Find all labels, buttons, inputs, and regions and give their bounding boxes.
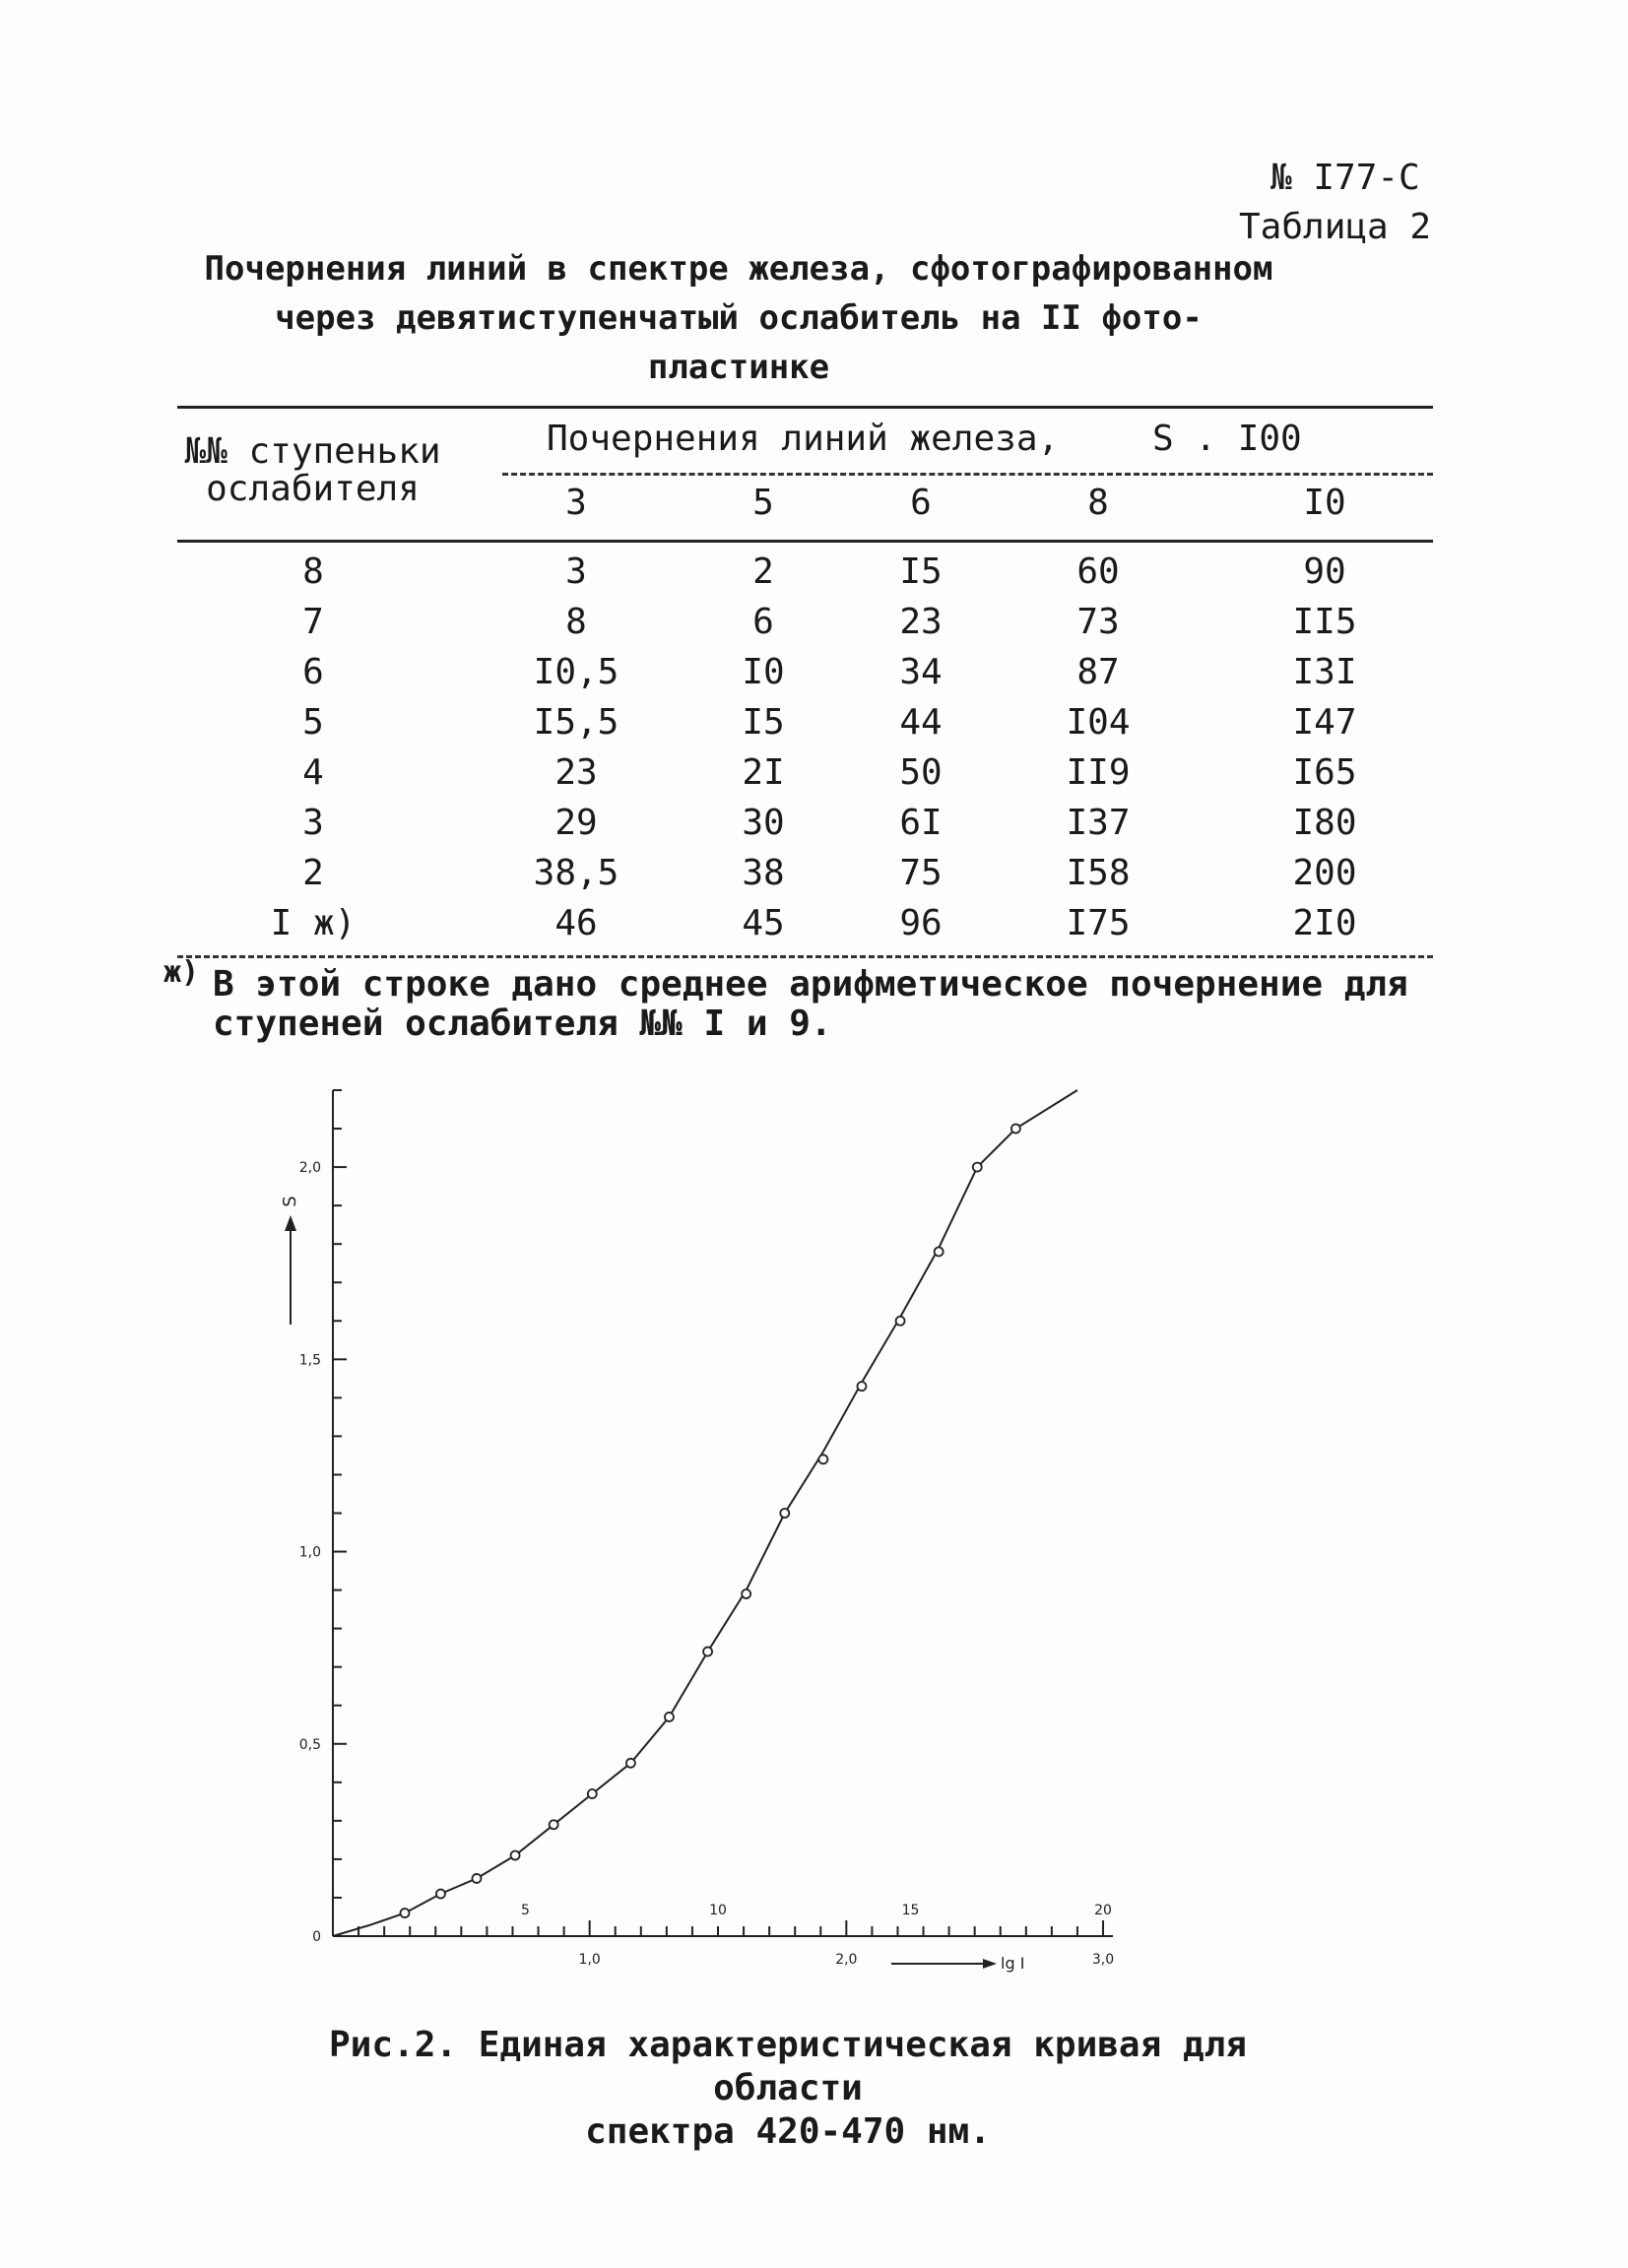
subcolumn-header: 8: [1087, 483, 1109, 523]
data-point: [973, 1163, 982, 1172]
value-cell: I5: [899, 551, 943, 592]
value-cell: 46: [554, 903, 598, 943]
data-point: [935, 1247, 944, 1256]
subcolumn-header: 6: [910, 483, 932, 523]
footnote-line-2: ступеней ослабителя №№ I и 9.: [213, 1004, 832, 1044]
value-cell: 38,5: [533, 853, 619, 893]
x-top-tick-label: 15: [901, 1903, 920, 1918]
data-point: [896, 1317, 905, 1326]
data-point: [588, 1789, 597, 1798]
data-point: [511, 1851, 520, 1860]
value-cell: 50: [899, 752, 943, 793]
subcolumn-header: 3: [565, 483, 587, 523]
data-point: [857, 1382, 866, 1391]
subcolumn-header: I0: [1303, 483, 1346, 523]
value-cell: I80: [1292, 803, 1357, 843]
data-point: [665, 1713, 674, 1721]
step-cell: 4: [302, 752, 324, 793]
value-cell: 45: [742, 903, 785, 943]
x-tick-label: 1,0: [578, 1952, 601, 1968]
characteristic-curve: [333, 1090, 1077, 1936]
col-step-header-line2: ослабителя: [206, 469, 420, 509]
value-cell: I65: [1292, 752, 1357, 793]
value-cell: I58: [1066, 853, 1131, 893]
value-cell: 30: [742, 803, 785, 843]
value-cell: 23: [899, 602, 943, 642]
y-tick-label: 0: [312, 1929, 321, 1945]
y-tick-label: 1,5: [298, 1352, 321, 1369]
value-cell: 6I: [899, 803, 943, 843]
value-cell: 200: [1292, 853, 1357, 893]
value-cell: 2I: [742, 752, 785, 793]
x-axis-label: lg I: [1001, 1954, 1025, 1973]
value-cell: 44: [899, 702, 943, 743]
value-cell: 3: [565, 551, 587, 592]
footnote-line-1: В этой строке дано среднее арифметическое почернение для: [213, 964, 1408, 1004]
x-top-tick-label: 20: [1094, 1903, 1112, 1918]
data-point: [400, 1909, 409, 1917]
value-cell: I5,5: [533, 702, 619, 743]
value-cell: 90: [1303, 551, 1346, 592]
value-cell: 75: [899, 853, 943, 893]
footnote-mark: ж): [163, 955, 200, 990]
value-cell: 2I0: [1292, 903, 1357, 943]
data-point: [780, 1509, 789, 1518]
step-cell: 8: [302, 551, 324, 592]
caption-line-2: через девятиступенчатый ослабитель на II фото-: [275, 298, 1203, 338]
step-cell: I ж): [270, 903, 357, 943]
data-point: [818, 1455, 827, 1463]
caption-line-1: Почернения линий в спектре железа, сфотографированном: [204, 249, 1273, 289]
step-cell: 6: [302, 652, 324, 692]
y-axis-arrowhead: [285, 1215, 296, 1231]
group-header: Почернения линий железа,: [547, 419, 1060, 459]
x-axis-arrowhead: [983, 1959, 997, 1969]
value-cell: II5: [1292, 602, 1357, 642]
data-point: [626, 1759, 635, 1768]
value-cell: 38: [742, 853, 785, 893]
step-cell: 2: [302, 853, 324, 893]
value-cell: I47: [1292, 702, 1357, 743]
data-point: [550, 1820, 558, 1829]
data-point: [742, 1589, 750, 1598]
x-top-tick-label: 10: [709, 1903, 727, 1918]
data-point: [436, 1890, 445, 1899]
figure-caption-line-1: Рис.2. Единая характеристическая кривая для области: [329, 2025, 1247, 2108]
value-cell: 2: [752, 551, 774, 592]
y-tick-label: 2,0: [298, 1160, 321, 1177]
value-cell: 87: [1076, 652, 1120, 692]
doc-number: № I77-С: [1270, 158, 1420, 198]
value-cell: II9: [1066, 752, 1131, 793]
data-point: [703, 1648, 712, 1656]
step-cell: 3: [302, 803, 324, 843]
value-cell: I04: [1066, 702, 1131, 743]
step-cell: 7: [302, 602, 324, 642]
group-unit: S . I00: [1152, 419, 1302, 459]
y-tick-label: 1,0: [298, 1544, 321, 1561]
value-cell: 96: [899, 903, 943, 943]
value-cell: 6: [752, 602, 774, 642]
y-axis-label: S: [280, 1196, 300, 1207]
y-tick-label: 0,5: [298, 1736, 321, 1753]
value-cell: I75: [1066, 903, 1131, 943]
table-label: Таблица 2: [1239, 207, 1432, 247]
step-cell: 5: [302, 702, 324, 743]
value-cell: 60: [1076, 551, 1120, 592]
figure-caption-line-2: спектра 420-470 нм.: [585, 2111, 991, 2152]
value-cell: I5: [742, 702, 785, 743]
value-cell: 73: [1076, 602, 1120, 642]
col-step-header-line1: №№ ступеньки: [184, 431, 441, 472]
value-cell: 23: [554, 752, 598, 793]
value-cell: I0: [742, 652, 785, 692]
figure-caption: [256, 2024, 1320, 2154]
value-cell: I3I: [1292, 652, 1357, 692]
data-point: [472, 1874, 481, 1883]
x-top-tick-label: 5: [521, 1903, 530, 1918]
subcolumn-header: 5: [752, 483, 774, 523]
value-cell: 34: [899, 652, 943, 692]
data-point: [1011, 1125, 1020, 1134]
value-cell: I0,5: [533, 652, 619, 692]
value-cell: 8: [565, 602, 587, 642]
caption-line-3: пластинке: [647, 348, 830, 387]
x-tick-label: 3,0: [1091, 1952, 1115, 1968]
value-cell: I37: [1066, 803, 1131, 843]
x-tick-label: 2,0: [835, 1952, 858, 1968]
value-cell: 29: [554, 803, 598, 843]
